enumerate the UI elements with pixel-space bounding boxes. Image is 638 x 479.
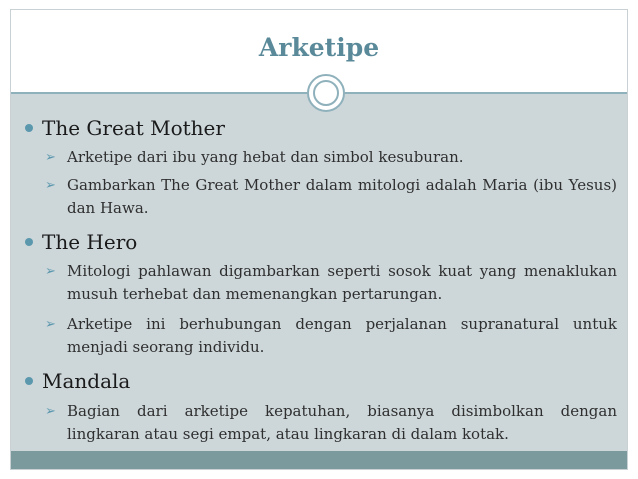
footer-bar [11,451,627,469]
sub-point-text: Arketipe ini berhubungan dengan perjalanan supranatural untuk menjadi seorang individu. [67,315,617,356]
sub-point [45,313,617,359]
sub-point [45,174,617,220]
slide-content [11,94,627,451]
section-heading-mandala [25,369,130,393]
sub-point [45,260,617,306]
arrow-bullet-icon: ➢ [45,178,56,193]
section-heading-text: The Great Mother [42,116,225,140]
circle-bullet-icon [25,377,33,385]
sub-point [45,400,617,446]
arrow-bullet-icon: ➢ [45,150,56,165]
slide-title: Arketipe [258,33,380,62]
ring-ornament-icon [307,74,345,112]
section-heading-hero [25,230,137,254]
arrow-bullet-icon: ➢ [45,317,56,332]
section-heading-text: The Hero [42,230,138,254]
circle-bullet-icon [25,124,33,132]
sub-point-text: Bagian dari arketipe kepatuhan, biasanya disimbolkan dengan lingkaran atau segi empat, atau lingkaran di dalam kotak. [67,402,617,443]
section-heading-great-mother [25,116,225,140]
section-heading-text: Mandala [42,369,131,393]
arrow-bullet-icon: ➢ [45,264,56,279]
circle-bullet-icon [25,238,33,246]
slide [10,9,628,470]
sub-point-text: Arketipe dari ibu yang hebat dan simbol kesuburan. [67,148,464,166]
sub-point-text: Gambarkan The Great Mother dalam mitologi adalah Maria (ibu Yesus) dan Hawa. [67,176,617,217]
arrow-bullet-icon: ➢ [45,404,56,419]
sub-point-text: Mitologi pahlawan digambarkan seperti sosok kuat yang menaklukan musuh terhebat dan memenangkan pertarungan. [67,262,617,303]
sub-point [45,146,617,169]
